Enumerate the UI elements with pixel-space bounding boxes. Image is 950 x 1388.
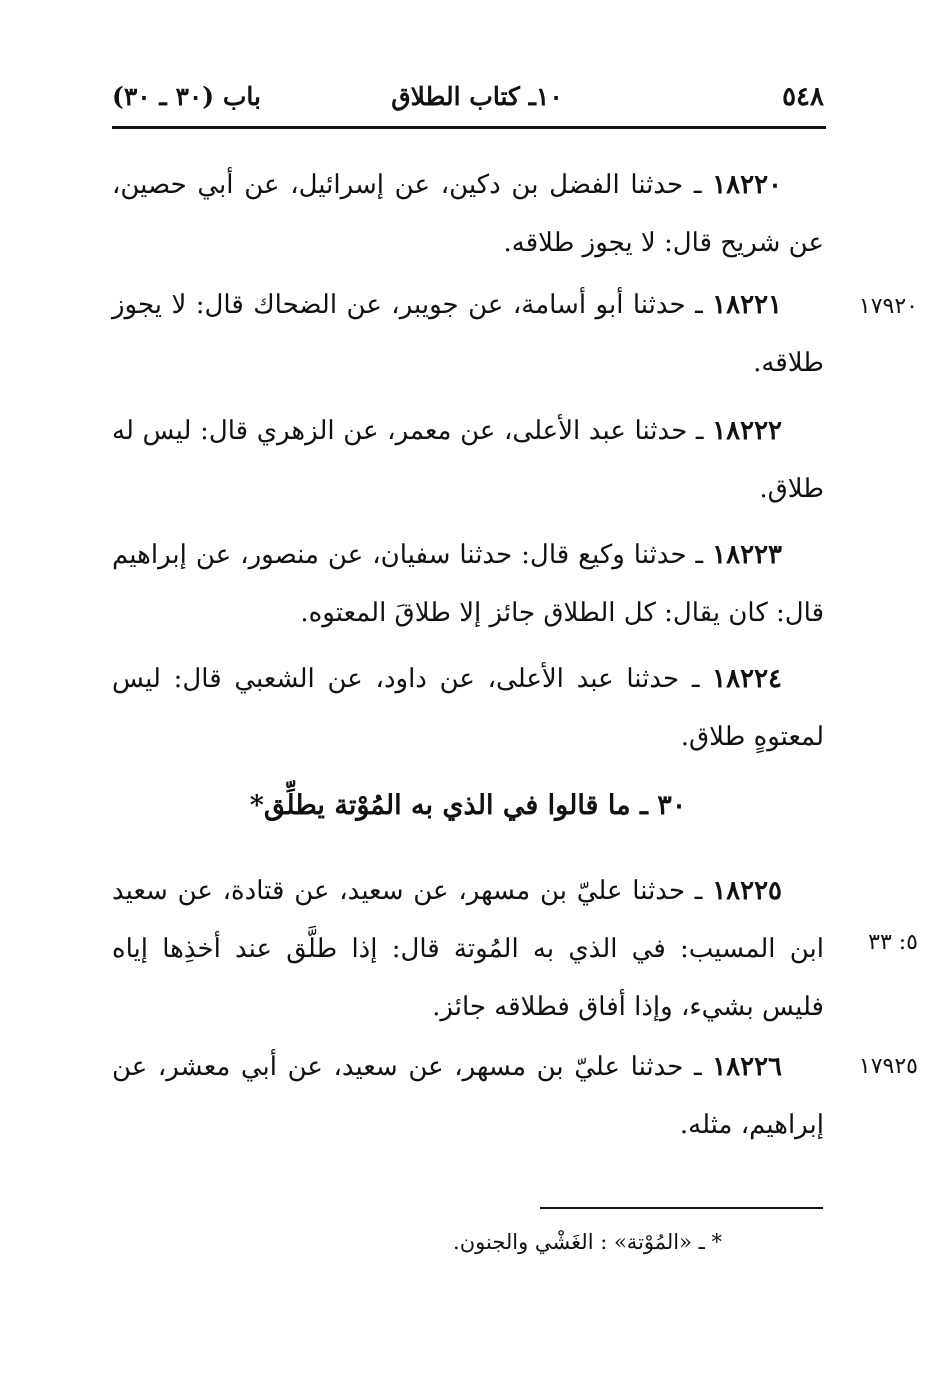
hadith-text: ـ حدثنا عليّ بن مسهر، عن سعيد، عن أبي معشر، عن إبراهيم، مثله.: [112, 1052, 824, 1140]
hadith-text: ـ حدثنا أبو أسامة، عن جويبر، عن الضحاك قال: لا يجوز طلاقه.: [112, 290, 824, 378]
hadith-entry-18220: [112, 156, 824, 272]
hadith-text: ـ حدثنا عبد الأعلى، عن معمر، عن الزهري قال: ليس له طلاق.: [112, 416, 824, 504]
hadith-entry-18221: [112, 276, 824, 392]
hadith-entry-18224: [112, 650, 824, 766]
hadith-number: ١٨٢٢٦: [712, 1052, 783, 1082]
margin-reference: ١٧٩٢٠: [858, 294, 918, 319]
page-header: [112, 82, 824, 118]
hadith-entry-18225: [112, 862, 824, 1036]
hadith-text: ـ حدثنا عبد الأعلى، عن داود، عن الشعبي قال: ليس لمعتوهٍ طلاق.: [112, 664, 824, 752]
footnote: * ـ «المُوْتة» : الغَشْي والجنون.: [453, 1230, 722, 1254]
margin-reference: ٥: ٣٣: [868, 930, 918, 955]
hadith-number: ١٨٢٢٤: [712, 664, 782, 694]
hadith-text: ـ حدثنا وكيع قال: حدثنا سفيان، عن منصور، عن إبراهيم قال: كان يقال: كل الطلاق جائز إلا طلاقَ المعتوه.: [112, 540, 824, 628]
hadith-entry-18222: [112, 402, 824, 518]
hadith-number: ١٨٢٢٢: [712, 416, 783, 446]
hadith-entry-18223: [112, 526, 824, 642]
section-heading: ٣٠ ـ ما قالوا في الذي به المُوْتة يطلِّق*: [249, 790, 687, 821]
hadith-number: ١٨٢٢١: [712, 290, 782, 320]
hadith-number: ١٨٢٢٥: [712, 876, 783, 906]
page-number: ٥٤٨: [782, 82, 824, 112]
footnote-divider: [540, 1207, 823, 1209]
chapter-range: باب (٣٠ ـ ٣٠): [112, 82, 261, 111]
hadith-entry-18226: [112, 1038, 824, 1154]
margin-reference: ١٧٩٢٥: [858, 1054, 918, 1079]
hadith-number: ١٨٢٢٣: [712, 540, 782, 570]
hadith-number: ١٨٢٢٠: [712, 170, 783, 200]
hadith-text: ـ حدثنا الفضل بن دكين، عن إسرائيل، عن أبي حصين، عن شريح قال: لا يجوز طلاقه.: [112, 170, 824, 258]
hadith-text: ـ حدثنا عليّ بن مسهر، عن سعيد، عن قتادة، عن سعيد ابن المسيب: في الذي به المُوتة قال: إذا طلَّق عند أخذِها إياه فليس بشيء، وإذا أفاق فطلاقه جائز.: [112, 876, 824, 1022]
book-title: ١٠ـ كتاب الطلاق: [391, 82, 563, 111]
header-divider: [112, 126, 826, 129]
